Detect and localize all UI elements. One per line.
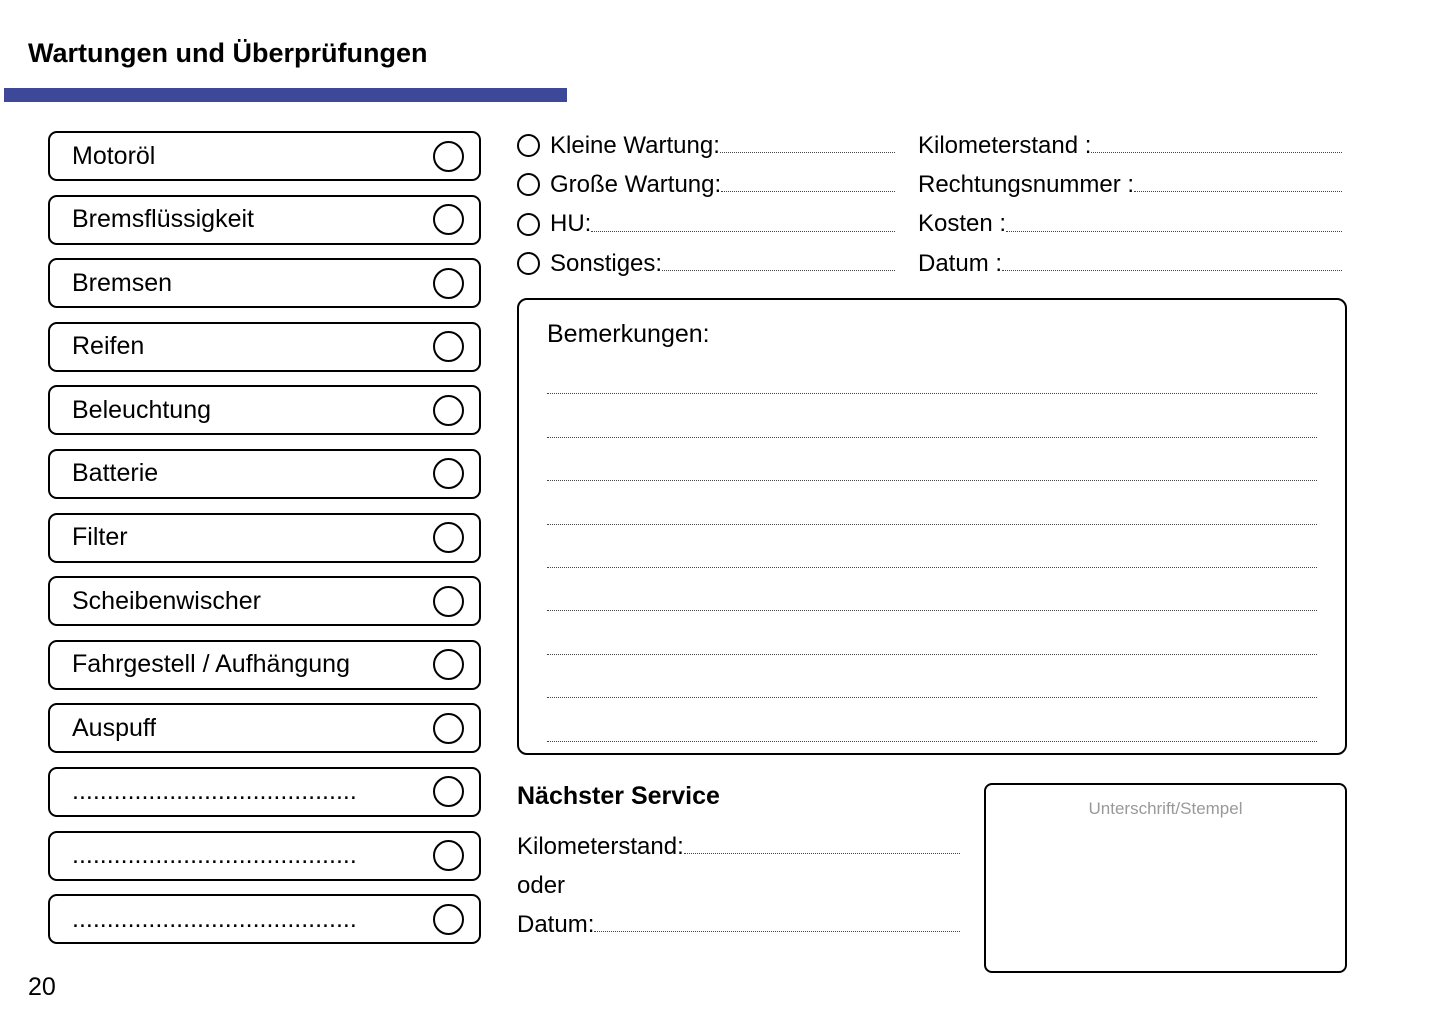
remarks-line[interactable] [547, 394, 1317, 437]
checkbox-circle[interactable] [433, 840, 464, 871]
checklist-item-reifen [48, 322, 481, 372]
remarks-line[interactable] [547, 438, 1317, 481]
remarks-line[interactable] [547, 481, 1317, 524]
checklist-item-scheibenwischer [48, 576, 481, 626]
checklist-item-blank-2 [48, 831, 481, 881]
sonstiges-fill-line[interactable] [662, 256, 895, 271]
checklist-item-label: Reifen [72, 332, 145, 361]
checklist-item-blank-1 [48, 767, 481, 817]
next-service-title: Nächster Service [517, 782, 720, 810]
grosse-wartung-fill-line[interactable] [721, 177, 895, 192]
checkbox-circle[interactable] [433, 331, 464, 362]
datum-fill-line[interactable] [1002, 256, 1342, 271]
detail-label: Kilometerstand : [918, 131, 1092, 159]
detail-row-rechnungsnummer [918, 165, 1342, 204]
checkbox-circle[interactable] [433, 141, 464, 172]
service-type-group [517, 126, 895, 283]
service-type-label: HU: [550, 210, 592, 238]
checklist-item-blank-label[interactable]: ......................................... [72, 904, 357, 933]
checklist-item-label: Scheibenwischer [72, 586, 261, 615]
next-service-oder-row [517, 866, 960, 905]
next-service-datum-label: Datum: [517, 910, 595, 938]
next-service-datum-fill-line[interactable] [594, 917, 960, 932]
checklist-item-label: Bremsen [72, 268, 173, 297]
checkbox-circle[interactable] [433, 458, 464, 489]
next-service-section [517, 782, 960, 944]
checkbox-circle[interactable] [433, 395, 464, 426]
service-type-row-kleine-wartung [517, 126, 895, 165]
signature-stamp-box[interactable] [984, 783, 1347, 973]
detail-label: Datum : [918, 249, 1003, 277]
remarks-line[interactable] [547, 568, 1317, 611]
checkbox-circle[interactable] [433, 713, 464, 744]
detail-row-datum [918, 244, 1342, 283]
checklist-item-motoroel [48, 131, 481, 181]
service-type-row-sonstiges [517, 244, 895, 283]
detail-label: Rechtungsnummer : [918, 170, 1135, 198]
radio-kleine-wartung[interactable] [517, 134, 540, 157]
checklist-item-batterie [48, 449, 481, 499]
checkbox-circle[interactable] [433, 776, 464, 807]
checklist-item-bremsfluessigkeit [48, 195, 481, 245]
checkbox-circle[interactable] [433, 522, 464, 553]
next-service-kilometer-label: Kilometerstand: [517, 832, 684, 860]
checklist-item-bremsen [48, 258, 481, 308]
checklist-item-auspuff [48, 703, 481, 753]
detail-row-kosten [918, 205, 1342, 244]
checklist-item-label: Motoröl [72, 141, 156, 170]
service-type-row-grosse-wartung [517, 165, 895, 204]
next-service-kilometer-row [517, 827, 960, 866]
rechnungsnummer-fill-line[interactable] [1134, 177, 1342, 192]
checklist-item-label: Bremsflüssigkeit [72, 205, 254, 234]
checkbox-circle[interactable] [433, 204, 464, 235]
remarks-line[interactable] [547, 525, 1317, 568]
remarks-line[interactable] [547, 351, 1317, 394]
remarks-line[interactable] [547, 611, 1317, 654]
checklist-item-label: Beleuchtung [72, 395, 212, 424]
radio-hu[interactable] [517, 213, 540, 236]
checklist-item-blank-3 [48, 894, 481, 944]
radio-grosse-wartung[interactable] [517, 173, 540, 196]
checkbox-circle[interactable] [433, 904, 464, 935]
service-type-label: Kleine Wartung: [550, 131, 720, 159]
next-service-kilometer-fill-line[interactable] [684, 839, 960, 854]
checklist-item-label: Fahrgestell / Aufhängung [72, 650, 350, 679]
checklist-item-label: Auspuff [72, 713, 157, 742]
checklist-item-blank-label[interactable]: ......................................... [72, 777, 357, 806]
hu-fill-line[interactable] [591, 217, 895, 232]
maintenance-checklist [48, 131, 481, 944]
kosten-fill-line[interactable] [1006, 217, 1342, 232]
checklist-item-label: Filter [72, 523, 128, 552]
detail-row-kilometerstand [918, 126, 1342, 165]
checklist-item-blank-label[interactable]: ......................................... [72, 841, 357, 870]
kleine-wartung-fill-line[interactable] [720, 138, 895, 153]
checklist-item-label: Batterie [72, 459, 159, 488]
checkbox-circle[interactable] [433, 268, 464, 299]
next-service-oder-label: oder [517, 871, 566, 899]
service-type-label: Sonstiges: [550, 249, 663, 277]
checklist-item-filter [48, 513, 481, 563]
checklist-item-fahrgestell [48, 640, 481, 690]
remarks-box [517, 298, 1347, 755]
service-type-row-hu [517, 205, 895, 244]
service-details-group [918, 126, 1342, 283]
remarks-line[interactable] [547, 655, 1317, 698]
detail-label: Kosten : [918, 210, 1007, 238]
next-service-datum-row [517, 905, 960, 944]
remarks-title: Bemerkungen: [547, 320, 710, 348]
checkbox-circle[interactable] [433, 649, 464, 680]
checklist-item-beleuchtung [48, 385, 481, 435]
checkbox-circle[interactable] [433, 586, 464, 617]
page-number: 20 [28, 973, 56, 1001]
kilometerstand-fill-line[interactable] [1091, 138, 1342, 153]
remarks-line[interactable] [547, 698, 1317, 741]
service-type-label: Große Wartung: [550, 170, 722, 198]
signature-stamp-label: Unterschrift/Stempel [1088, 799, 1243, 818]
accent-bar [4, 88, 567, 102]
radio-sonstiges[interactable] [517, 252, 540, 275]
page-title: Wartungen und Überprüfungen [28, 38, 428, 68]
